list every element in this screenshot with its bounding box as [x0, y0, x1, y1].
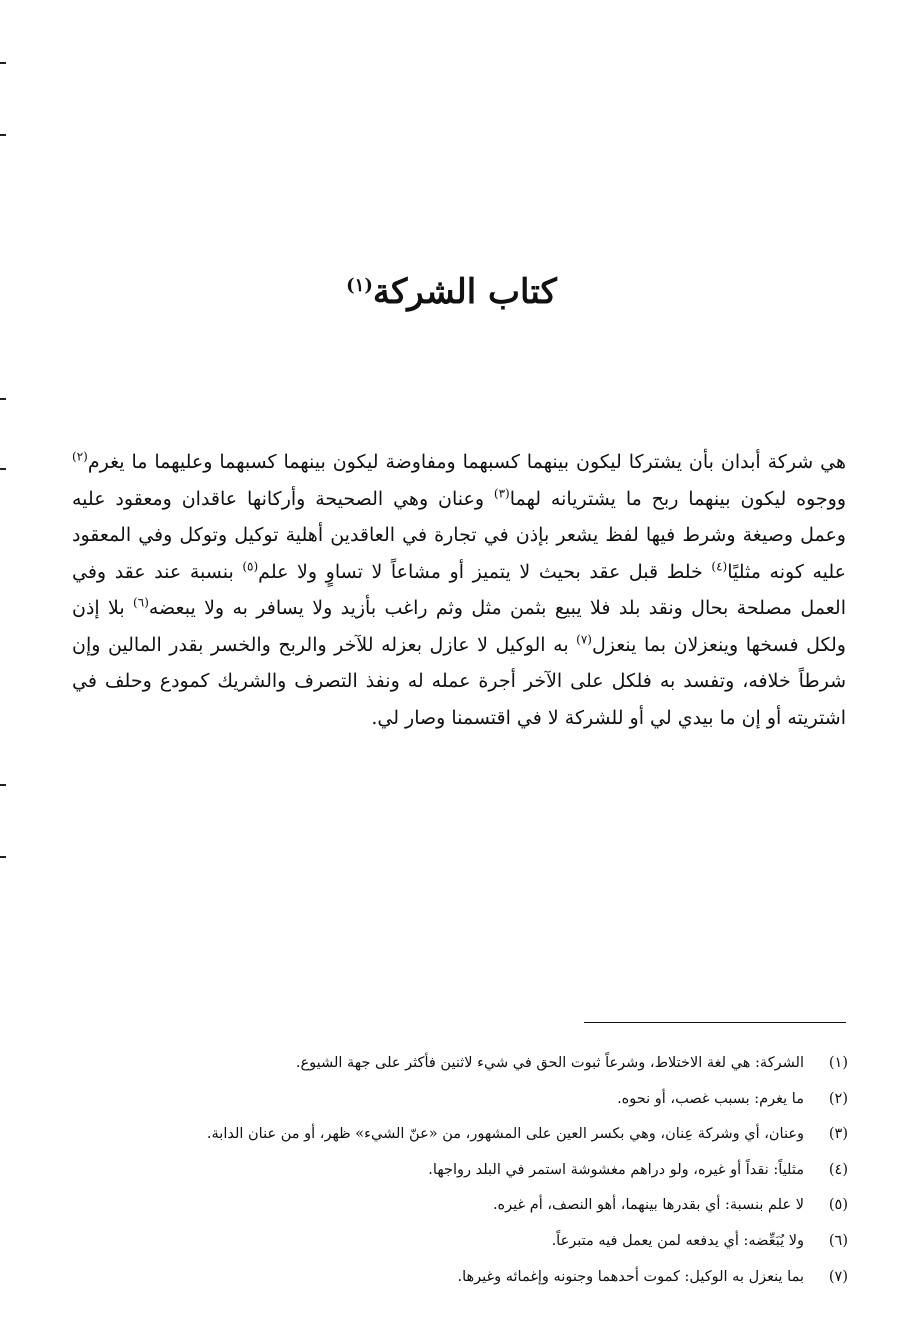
- text-segment: ووجوه ليكون بينهما ربح ما يشتريانه لهما: [509, 487, 846, 510]
- footnote-ref: (٥): [242, 559, 259, 574]
- footnote-item: [60, 1046, 848, 1082]
- edge-mark: [0, 784, 6, 786]
- footnote-ref: (٦): [133, 595, 149, 610]
- main-text: [72, 444, 846, 736]
- text-segment: وعنان وهي الصحيحة وأركانها عاقدان ومعقود عليه وعمل وصيغة وشرط فيها لفظ يشعر بإذن في تجارة في العاقدين أهلية توكيل وتوكل وفي المعقود عليه كونه مثليًا: [72, 487, 847, 583]
- footnote-number: (٥): [828, 1197, 848, 1214]
- footnote-text: مثلياً: نقداً أو غيره، ولو دراهم مغشوشة استمر في البلد رواجها.: [428, 1161, 804, 1178]
- edge-mark: [0, 62, 6, 64]
- text-segment: خلط قبل عقد بحيث لا يتميز أو مشاعاً لا تساوٍ ولا علم: [258, 560, 712, 583]
- footnote-number: (٤): [828, 1161, 848, 1178]
- chapter-title-text: كتاب الشركة: [372, 272, 557, 312]
- footnote-item: [60, 1117, 848, 1153]
- footnote-number: (٧): [828, 1268, 848, 1285]
- edge-mark: [0, 398, 6, 400]
- footnote-text: وعنان، أي وشركة عِنان، وهي بكسر العين على المشهور، من «عنّ الشيء» ظهر، أو من عنان الدابة.: [206, 1126, 804, 1143]
- text-segment: بنسبة عند عقد وفي العمل مصلحة بحال ونقد بلد فلا يبيع بثمن مثل وثم راغب بأزيد ولا يسافر به ولا يبعضه: [72, 560, 847, 619]
- footnote-text: لا علم بنسبة: أي بقدرها بينهما، أهو النصف، أم غيره.: [492, 1197, 804, 1214]
- footnote-ref: (٢): [72, 449, 88, 464]
- footnote-text: بما ينعزل به الوكيل: كموت أحدهما وجنونه وإغمائه وغيرها.: [457, 1268, 804, 1285]
- text-segment: هي شركة أبدان بأن يشتركا ليكون بينهما كسبهما ومفاوضة ليكون بينهما كسبهما وعليهما ما يغرم: [87, 451, 846, 473]
- footnote-item: [60, 1153, 848, 1189]
- footnote-number: (٦): [828, 1232, 848, 1249]
- footnote-number: (١): [828, 1055, 848, 1071]
- footnote-text: الشركة: هي لغة الاختلاط، وشرعاً ثبوت الحق في شيء لاثنين فأكثر على جهة الشيوع.: [295, 1055, 804, 1071]
- footnote-text: ما يغرم: بسبب غصب، أو نحوه.: [617, 1090, 804, 1107]
- footnote-item: [60, 1260, 848, 1296]
- footnote-number: (٢): [828, 1090, 848, 1107]
- footnote-ref: (٧): [576, 632, 592, 647]
- chapter-title: [0, 262, 903, 322]
- title-footnote-ref: (١): [346, 275, 373, 296]
- footnotes-list: [60, 1046, 848, 1295]
- edge-mark: [0, 134, 6, 136]
- main-paragraph: [72, 444, 846, 736]
- footnote-text: ولا يُبَعِّضه: أي يدفعه لمن يعمل فيه متبرعاً.: [551, 1232, 804, 1249]
- footnote-ref: (٣): [493, 486, 510, 501]
- edge-mark: [0, 468, 6, 470]
- footnote-item: [60, 1188, 848, 1224]
- edge-mark: [0, 856, 6, 858]
- footnote-ref: (٤): [711, 559, 728, 574]
- text-segment: به الوكيل لا عازل بعزله للآخر والربح والخسر بقدر المالين وإن شرطاً خلافه، وتفسد به فلكل على الآخر أجرة عمله له ونفذ التصرف والشريك كمودع وحلف في اشتريته أو إن ما بيدي لي أو للشركة لا في اقتسمنا وصار لي.: [72, 633, 846, 729]
- text-segment: بلا إذن ولكل فسخها وينعزلان بما ينعزل: [72, 597, 846, 656]
- footnote-divider: [584, 1022, 846, 1023]
- footnote-item: [60, 1224, 848, 1260]
- footnote-item: [60, 1082, 848, 1118]
- footnote-number: (٣): [828, 1126, 848, 1143]
